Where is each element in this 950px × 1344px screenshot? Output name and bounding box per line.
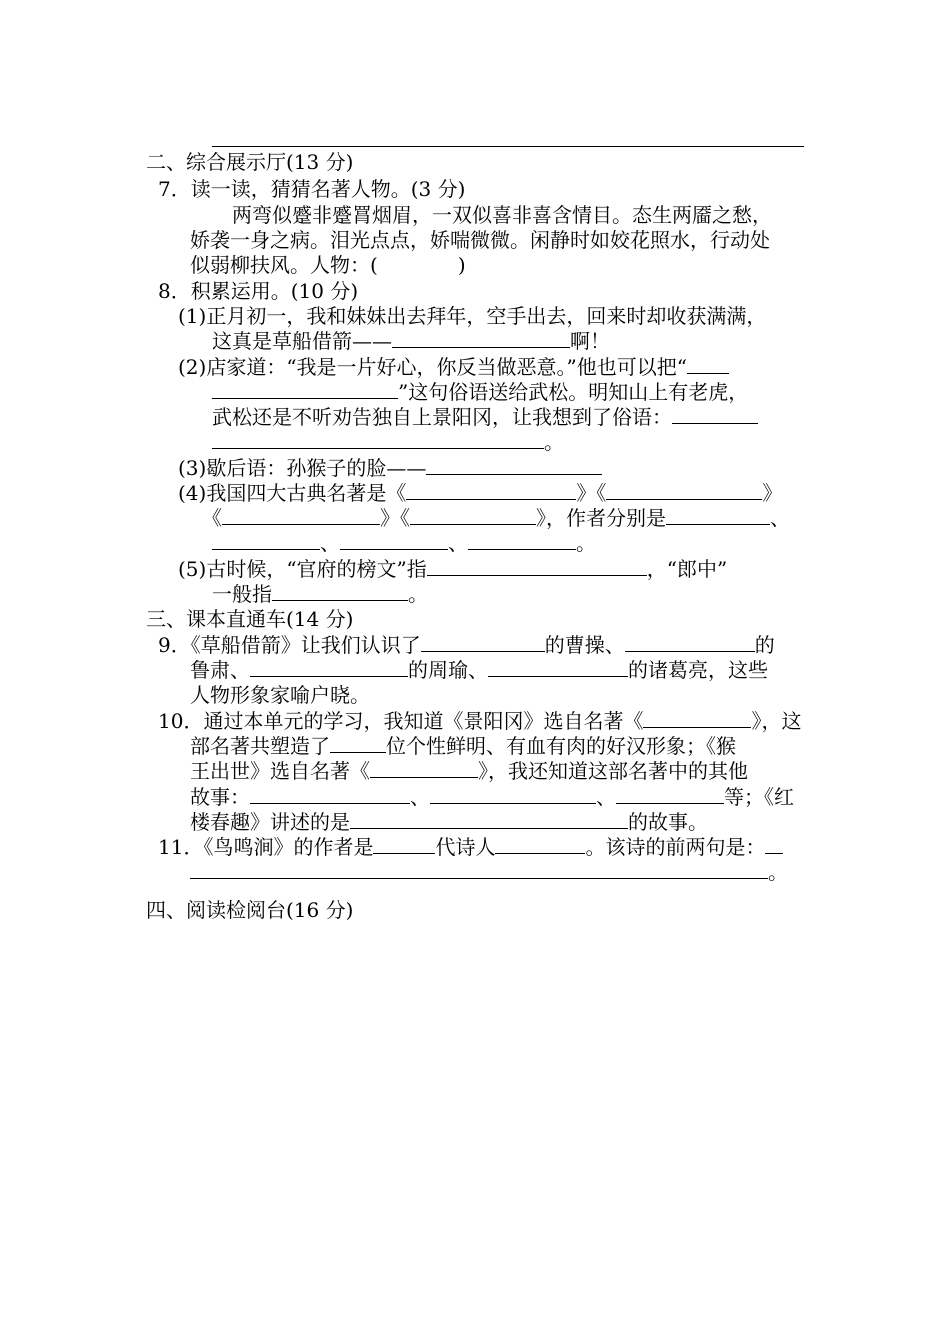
answer-blank-q8-2c[interactable] [672, 404, 758, 424]
question-8-part-2-line-3: 武松还是不听劝告独自上景阳冈，让我想到了俗语： [212, 404, 758, 430]
answer-blank-q10c[interactable] [370, 758, 478, 778]
answer-blank-q8-4a[interactable] [406, 480, 576, 500]
question-8-part-5-line-2: 一般指 。 [212, 582, 428, 606]
answer-blank-q11d[interactable] [190, 859, 768, 879]
question-10-line-1: 10．通过本单元的学习，我知道《景阳冈》选自名著《 》，这 [158, 709, 802, 733]
question-7-passage-line-1: 两弯似蹙非蹙罥烟眉，一双似喜非喜含情目。态生两靥之愁， [232, 203, 772, 227]
question-7-passage-line-2: 娇袭一身之病。泪光点点，娇喘微微。闲静时如姣花照水，行动处 [190, 228, 770, 252]
question-9-number: 9． [158, 633, 191, 657]
answer-line-top [212, 146, 804, 147]
answer-blank-q8-4f[interactable] [212, 530, 320, 550]
answer-blank-q11a[interactable] [373, 834, 435, 854]
question-8-part-2-line-2: ”这句俗语送给武松。明知山上有老虎， [212, 379, 748, 405]
question-11-number: 11． [158, 835, 204, 859]
question-8-part-3: (3)歇后语：孙猴子的脸—— [178, 455, 602, 481]
question-7-passage-line-3: 似弱柳扶风。人物：( ) [190, 253, 466, 277]
question-8-part-2-line-1: (2)店家道：“我是一片好心，你反当做恶意。”他也可以把“ [178, 354, 729, 380]
answer-blank-q10a[interactable] [643, 708, 751, 728]
question-11-line-2: 。 [190, 859, 788, 885]
question-8-prompt: 积累运用。(10 分) [190, 279, 359, 303]
question-7-prompt: 读一读，猜猜名著人物。(3 分) [190, 177, 466, 201]
question-9-line-2: 鲁肃、 的周瑜、 的诸葛亮，这些 [190, 658, 768, 682]
answer-blank-q8-4d[interactable] [410, 505, 536, 525]
answer-blank-q8-4e[interactable] [666, 505, 770, 525]
answer-blank-q11b[interactable] [495, 834, 585, 854]
section-2-title: 二、综合展示厅(13 分) [146, 150, 354, 174]
answer-blank-q8-1[interactable] [392, 328, 570, 348]
answer-blank-q10e[interactable] [430, 784, 596, 804]
question-8-part-5-line-1: (5)古时候，“官府的榜文”指 ，“郎中” [178, 557, 728, 581]
section-3-title: 三、课本直通车(14 分) [146, 607, 354, 631]
answer-blank-q8-4b[interactable] [606, 480, 762, 500]
question-7 [158, 176, 465, 202]
answer-blank-q8-5b[interactable] [272, 581, 408, 601]
answer-blank-q8-2d[interactable] [212, 429, 544, 449]
answer-blank-q9a[interactable] [421, 632, 545, 652]
answer-blank-q9c[interactable] [250, 657, 408, 677]
answer-blank-q10f[interactable] [616, 784, 724, 804]
answer-blank-q10d[interactable] [250, 784, 410, 804]
answer-blank-q8-2a[interactable] [687, 354, 729, 374]
question-8-part-4-line-3: 、 、 。 [212, 530, 596, 556]
question-8-part-1-line-1: (1)正月初一，我和妹妹出去拜年，空手出去，回来时却收获满满， [178, 304, 767, 328]
question-10-line-4: 故事： 、 、 等；《红 [190, 785, 794, 809]
answer-blank-q8-4h[interactable] [468, 530, 576, 550]
answer-blank-q10g[interactable] [350, 809, 628, 829]
question-9-line-1: 9．《草船借箭》让我们认识了 的曹操、 的 [158, 633, 775, 657]
answer-blank-q8-4c[interactable] [222, 505, 380, 525]
answer-blank-q8-5a[interactable] [427, 556, 647, 576]
answer-blank-q8-4g[interactable] [340, 530, 448, 550]
question-8-part-4-line-2: 《 》《 》，作者分别是 、 [202, 506, 790, 530]
question-8 [158, 278, 358, 304]
answer-blank-q9b[interactable] [625, 632, 755, 652]
question-10-line-3: 王出世》选自名著《 》，我还知道这部名著中的其他 [190, 759, 748, 783]
question-8-part-1-line-2: 这真是草船借箭—— 啊！ [212, 329, 610, 353]
answer-blank-q9d[interactable] [488, 657, 628, 677]
answer-blank-q11c[interactable] [765, 834, 783, 854]
question-10-line-5: 楼春趣》讲述的是 的故事。 [190, 810, 708, 834]
section-4-title: 四、阅读检阅台(16 分) [146, 898, 354, 922]
question-10-line-2: 部名著共塑造了 位个性鲜明、有血有肉的好汉形象；《猴 [190, 734, 736, 758]
question-9-line-3: 人物形象家喻户晓。 [190, 683, 370, 707]
answer-blank-q10b[interactable] [330, 733, 386, 753]
answer-blank-q8-2b[interactable] [212, 379, 398, 399]
question-7-number: 7． [158, 177, 191, 201]
question-8-part-2-line-4: 。 [212, 429, 564, 455]
question-11-line-1: 11．《鸟鸣涧》的作者是 代诗人 。该诗的前两句是： [158, 834, 783, 860]
question-8-number: 8． [158, 279, 191, 303]
answer-blank-q8-3[interactable] [426, 455, 602, 475]
question-10-number: 10． [158, 709, 204, 733]
question-8-part-4-line-1: (4)我国四大古典名著是《 》《 》 [178, 481, 783, 505]
